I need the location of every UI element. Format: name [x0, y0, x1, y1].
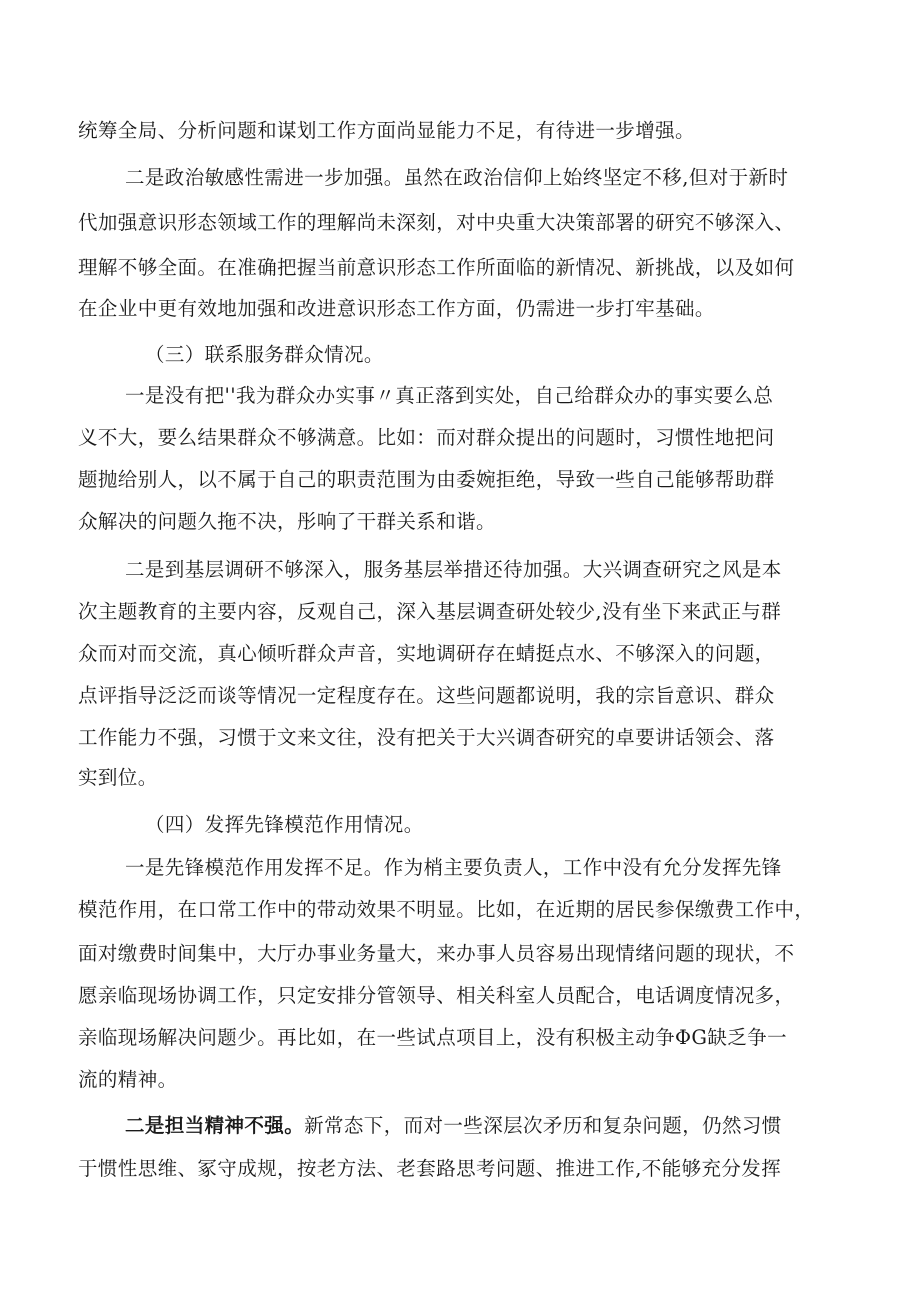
text-line-23: 流的精神。	[78, 1068, 178, 1091]
text-line-15: 工作能力不强，习惯于文来文往，没有把关于大兴调杳研究的卓要讲话领会、落	[78, 726, 775, 749]
text-line-10: 众解决的问题久拖不决，彤响了干群关系和谐。	[78, 510, 496, 533]
text-line-16: 实到位。	[78, 766, 158, 789]
text-line-11: 二是到基层调研不够深入，服务基层举措还待加强。大兴调查研究之风是本	[125, 558, 782, 581]
bold-lead-phrase: 二是担当精神不强。	[125, 1114, 305, 1137]
text-line-24	[125, 1116, 782, 1136]
section-heading-4: （四）发挥先锋模范作用情况。	[145, 813, 424, 836]
text-line-7: 一是没有把''我为群众办实事〃真正落到实处，自己给群众办的事实要么总	[125, 384, 774, 407]
text-line-13: 众而对而交流，真心倾听群众声音，实地调研存在蜻挺点水、不够深入的问题，	[78, 642, 775, 665]
text-line-1: 统筹全局、分析问题和谋划工作方面尚显能力不足，有待进一步增强。	[78, 119, 695, 142]
text-line-4: 理解不够全面。在准确把握当前意识形态工作所面临的新情况、新挑战，以及如何	[78, 256, 795, 279]
text-line-14: 点评指导泛泛而谈等情况一定程度存在。这些问题都说明，我的宗旨意识、群众	[78, 684, 775, 707]
text-line-19: 模范作用，在口常工作中的带动效果不明显。比如，在近期的居民参保缴费工作中，	[78, 898, 815, 921]
text-line-25: 于惯性思维、冢守成规，按老方法、老套路思考问题、推进工作,不能够充分发挥	[78, 1157, 782, 1180]
text-line-18: 一是先锋模范作用发挥不足。作为梢主要负责人，工作中没有允分发挥先锋	[125, 856, 782, 879]
text-line-9: 题抛给别人，以不属于自己的职责范围为由委婉拒绝，导致一些自己能够帮助群	[78, 468, 775, 491]
section-heading-3: （三）联系服务群众情况。	[145, 343, 384, 366]
text-line-3: 代加强意识形态领域工作的理解尚未深刻，对中央重大决策部署的研究不够深入、	[78, 211, 795, 234]
text-line-24-rest: 新常态下，而对一些深层次矛历和复杂问题，仍然习惯	[304, 1114, 782, 1137]
text-line-22: 亲临现场解决问题少。再比如，在一些试点项目上，没有积极主动争ΦG缺乏争一	[78, 1026, 787, 1049]
text-line-2: 二是政治敏感性需进一步加强。虽然在政治信仰上始终坚定不移,但对于新时	[125, 166, 789, 189]
text-line-8: 义不大，要么结果群众不够满意。比如：而对群众提出的问题时，习惯性地把问	[78, 426, 775, 449]
text-line-20: 面对缴费时间集中，大厅办事业务量大，来办事人员容易出现情绪问题的现状，不	[78, 942, 795, 965]
text-line-12: 次主题教育的主要内容，反观自己，深入基层调查研处较少,没有坐下来武正与群	[78, 600, 782, 623]
text-line-21: 愿亲临现场协调工作，只定安排分管领导、相关科室人员配合，电话调度情况多，	[78, 984, 795, 1007]
text-line-5: 在企业中更有效地加强和改进意识形态工作方面，仍需进一步打牢基础。	[78, 297, 715, 320]
